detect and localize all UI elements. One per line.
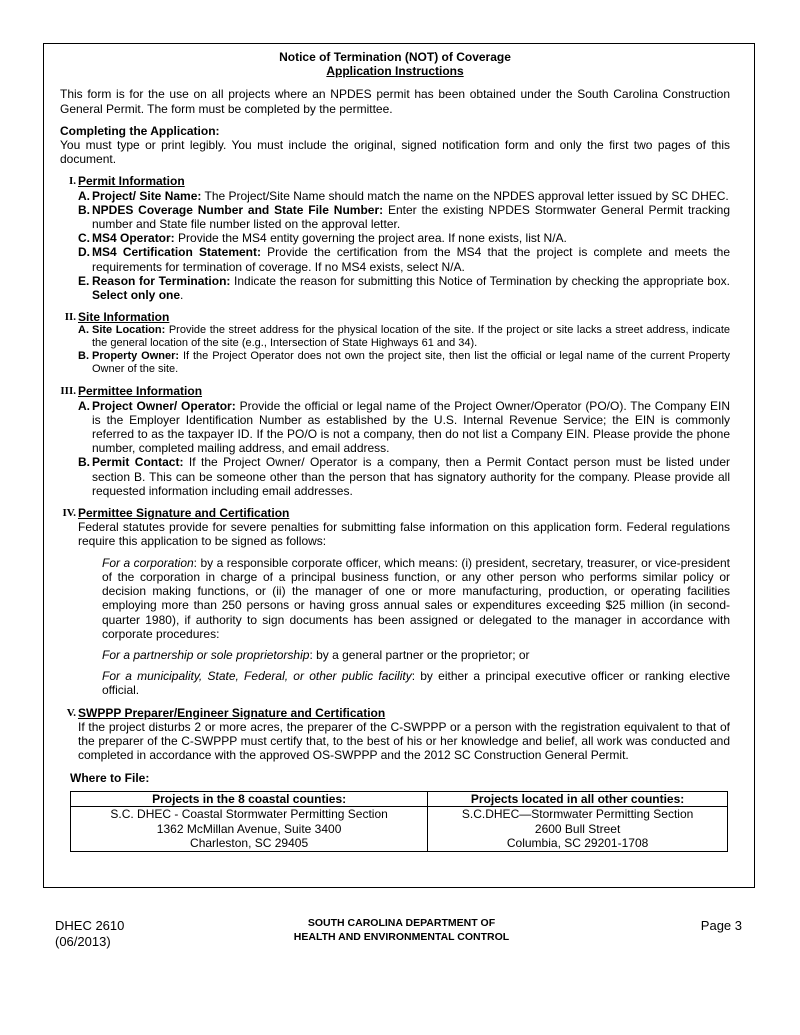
list-item: A. Project Owner/ Operator: Provide the official or legal name of the Project Owner/Operator (PO/O). The Company EIN is the Employer Identification Number as established by the U.S. Internal Revenue Service; the EIN is commonly referred to as the taxpayer ID. If the PO/O is not a company, then do not list a Company EIN. Please provide the phone number, completed mailing address, and email address. bbox=[78, 398, 731, 456]
table-cell: S.C. DHEC - Coastal Stormwater Permitting Section bbox=[71, 807, 428, 822]
section-title: Permittee Signature and Certification bbox=[78, 506, 290, 521]
section-title: Site Information bbox=[78, 310, 170, 325]
agency-name: SOUTH CAROLINA DEPARTMENT OF HEALTH AND ENVIRONMENTAL CONTROL bbox=[293, 917, 510, 943]
page-number: Page 3 bbox=[700, 918, 742, 933]
form-identifier: DHEC 2610 (06/2013) bbox=[55, 918, 125, 949]
document-title: Notice of Termination (NOT) of Coverage bbox=[279, 50, 511, 64]
completing-heading: Completing the Application: bbox=[60, 123, 220, 138]
section-text: Federal statutes provide for severe penalties for submitting false information on this application form. Federal regulations require this application to be signed as follows: bbox=[78, 520, 730, 549]
corporation-signatory: For a corporation: by a responsible corporate officer, which means: (i) president, secretary, treasurer, or vice-president of the corporation in charge of a principal business function, or any other person who performs similar policy or decision making functions, or (ii) the manager of one or more manufacturing, production, or operating facilities employing more than 250 persons or having gross annual sales or expenditures exceeding $25 million (in second-quarter 1980), if authority to sign documents has been assigned or delegated to the manager in accordance with corporate procedures: bbox=[102, 555, 730, 641]
section-site-information bbox=[60, 310, 730, 376]
list-item: A. Site Location: Provide the street address for the physical location of the site. If the project or site lacks a street address, indicate the general location of the site (e.g., Intersection of State Highways 61 and 34). bbox=[78, 324, 730, 350]
section-number: IV. bbox=[62, 507, 76, 520]
section-title: Permit Information bbox=[78, 174, 185, 189]
section-number: III. bbox=[60, 385, 76, 398]
list-item: B. Permit Contact: If the Project Owner/ Operator is a company, then a Permit Contact person must be listed under section B. This can be someone other than the person that has signatory authority for the company. Please provide all requested information including email addresses. bbox=[78, 455, 730, 498]
section-permittee-information bbox=[60, 384, 730, 498]
table-cell: 2600 Bull Street bbox=[428, 822, 728, 837]
list-item: B. Property Owner: If the Project Operator does not own the project site, then list the official or legal name of the current Property Owner of the site. bbox=[78, 350, 731, 376]
where-to-file-heading: Where to File: bbox=[70, 771, 150, 786]
table-cell: S.C.DHEC—Stormwater Permitting Section bbox=[428, 807, 728, 822]
section-title: Permittee Information bbox=[78, 384, 203, 399]
list-item: C. MS4 Operator: Provide the MS4 entity governing the project area. If none exists, list N/A. bbox=[78, 231, 567, 246]
list-item: B. NPDES Coverage Number and State File Number: Enter the existing NPDES Stormwater General Permit tracking number and State file number listed on the approval letter. bbox=[78, 202, 730, 232]
section-title: SWPPP Preparer/Engineer Signature and Certification bbox=[78, 705, 386, 720]
filing-address-table bbox=[70, 791, 728, 852]
section-number: V. bbox=[66, 706, 76, 719]
table-cell: Columbia, SC 29201-1708 bbox=[428, 836, 728, 851]
section-permittee-signature bbox=[60, 506, 730, 697]
section-permit-information bbox=[60, 174, 730, 302]
instructions-body bbox=[60, 50, 730, 852]
document-subtitle: Application Instructions bbox=[326, 64, 464, 79]
section-number: II. bbox=[64, 311, 76, 324]
list-item: E. Reason for Termination: Indicate the reason for submitting this Notice of Termination by checking the appropriate box. Select only one. bbox=[78, 273, 730, 303]
section-swppp-preparer bbox=[60, 706, 730, 763]
municipality-signatory: For a municipality, State, Federal, or other public facility: by either a principal executive officer or ranking elective official. bbox=[102, 669, 730, 698]
table-cell: 1362 McMillan Avenue, Suite 3400 bbox=[71, 822, 428, 837]
other-header: Projects located in all other counties: bbox=[428, 791, 728, 807]
section-number: I. bbox=[68, 175, 76, 188]
completing-text: You must type or print legibly. You must include the original, signed notification form and only the first two pages of this document. bbox=[60, 138, 730, 167]
list-item: D. MS4 Certification Statement: Provide the certification from the MS4 that the project is complete and meets the requirements for termination of coverage. If no MS4 exists, select N/A. bbox=[78, 245, 731, 274]
section-text: If the project disturbs 2 or more acres, the preparer of the C-SWPPP or a person with the registration equivalent to that of the preparer of the C-SWPPP must certify that, to the best of his or her knowledge and belief, all work was conducted and completed in accordance with the approved OS-SWPPP and the 2012 SC Construction General Permit. bbox=[78, 719, 730, 763]
intro-paragraph: This form is for the use on all projects where an NPDES permit has been obtained under the South Carolina Construction General Permit. The form must be completed by the permittee. bbox=[60, 87, 730, 116]
partnership-signatory: For a partnership or sole proprietorship: by a general partner or the proprietor; or bbox=[102, 647, 530, 662]
table-cell: Charleston, SC 29405 bbox=[71, 836, 428, 851]
list-item: A. Project/ Site Name: The Project/Site Name should match the name on the NPDES approval letter issued by SC DHEC. bbox=[78, 188, 729, 203]
coastal-header: Projects in the 8 coastal counties: bbox=[71, 791, 428, 807]
